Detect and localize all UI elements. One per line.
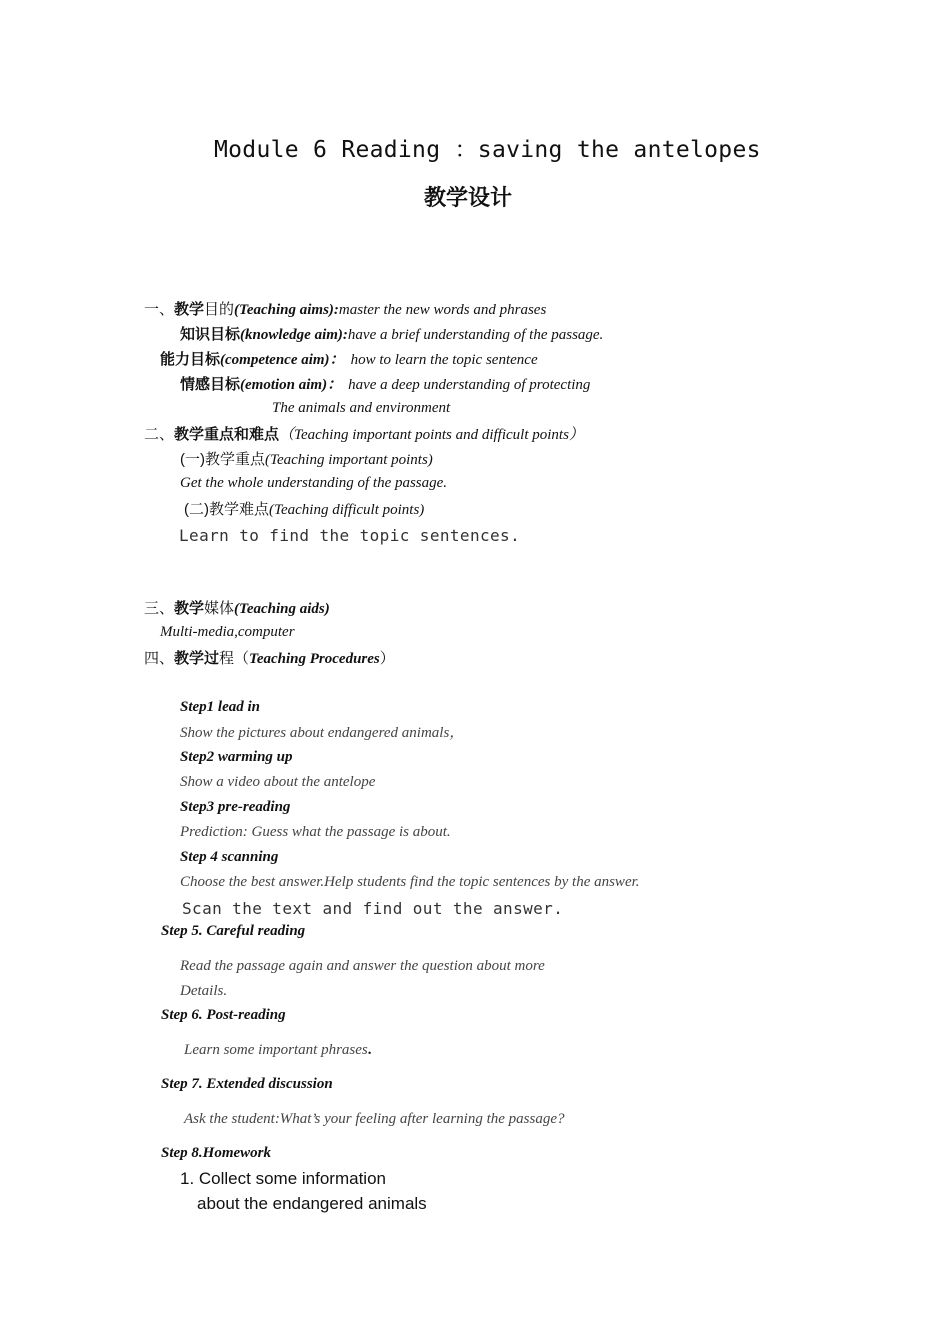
- section-number: 四、: [144, 650, 175, 667]
- step-4-text: Choose the best answer.Help students find the topic sentences by the answer.: [180, 874, 640, 890]
- heading-en: (Teaching aids): [234, 601, 330, 617]
- section-number: 二、: [144, 426, 175, 443]
- emotion-aim-cn: 情感目标: [180, 376, 241, 393]
- heading-en: Teaching Procedures: [249, 651, 380, 667]
- homework-item-1: 1. Collect some information: [180, 1169, 386, 1188]
- heading-cn-2: 媒体: [204, 600, 235, 617]
- teaching-aids-text: Multi-media,computer: [160, 624, 295, 640]
- heading-cn: 教学: [174, 301, 205, 318]
- difficult-points: [184, 502, 424, 518]
- step-4-heading: Step 4 scanning: [180, 849, 279, 865]
- step-2-text: Show a video about the antelope: [180, 774, 376, 790]
- difficult-points-cn: (二)教学难点: [184, 501, 269, 518]
- emotion-aim-text: have a deep understanding of protecting: [348, 377, 591, 393]
- step-3-heading: Step3 pre-reading: [180, 799, 291, 815]
- emotion-aim-en: (emotion aim)：: [240, 377, 343, 393]
- heading-cn-2: 目的: [204, 301, 235, 318]
- step-6-text: [184, 1043, 372, 1058]
- heading-text: master the new words and phrases: [338, 302, 547, 318]
- difficult-points-text: Learn to find the topic sentences.: [179, 526, 521, 545]
- step-5-heading: Step 5. Careful reading: [161, 923, 306, 939]
- knowledge-aim-en: (knowledge aim):: [240, 327, 348, 343]
- competence-aim-text: how to learn the topic sentence: [350, 352, 538, 368]
- section-4-heading: [144, 651, 395, 667]
- heading-en: (Teaching aims):: [234, 302, 339, 318]
- section-1-heading: [144, 302, 546, 318]
- step-1-text: Show the pictures about endangered animals，: [180, 725, 465, 741]
- important-points-en: (Teaching important points): [265, 452, 433, 468]
- step-7-text: Ask the student:What’s your feeling after learning the passage?: [184, 1111, 565, 1127]
- important-points: [180, 452, 433, 468]
- knowledge-aim: [180, 327, 603, 343]
- heading-cn: 教学重点和难点: [174, 426, 280, 443]
- competence-aim: [160, 352, 538, 368]
- heading-en: （Teaching important points and difficult points）: [279, 427, 584, 443]
- step-3-text: Prediction: Guess what the passage is about.: [180, 824, 451, 840]
- section-number: 三、: [144, 600, 175, 617]
- step-5-text-2: Details.: [180, 983, 228, 999]
- competence-aim-cn: 能力目标: [160, 351, 221, 368]
- important-points-cn: (一)教学重点: [180, 451, 265, 468]
- step-1-heading: Step1 lead in: [180, 699, 261, 715]
- step-6-heading: Step 6. Post-reading: [161, 1007, 286, 1023]
- step-5-text: Read the passage again and answer the question about more: [180, 958, 545, 974]
- step-2-heading: Step2 warming up: [180, 749, 293, 765]
- step-4-text-2: Scan the text and find out the answer.: [182, 899, 564, 918]
- competence-aim-en: (competence aim)：: [220, 352, 345, 368]
- important-points-text: Get the whole understanding of the passage.: [180, 475, 448, 491]
- heading-cn: 教学: [174, 600, 205, 617]
- page-subtitle: 教学设计: [424, 185, 513, 210]
- section-2-heading: [144, 427, 584, 443]
- emotion-aim-text-2: The animals and environment: [272, 400, 451, 416]
- homework-item-1-cont: about the endangered animals: [197, 1194, 427, 1213]
- knowledge-aim-cn: 知识目标: [180, 326, 241, 343]
- step-7-heading: Step 7. Extended discussion: [161, 1076, 333, 1092]
- heading-close: ）: [379, 650, 395, 667]
- section-3-heading: [144, 601, 330, 617]
- difficult-points-en: (Teaching difficult points): [269, 502, 425, 518]
- emotion-aim: [180, 377, 590, 393]
- step-8-heading: Step 8.Homework: [161, 1145, 272, 1161]
- heading-cn-2: 程（: [219, 650, 250, 667]
- section-number: 一、: [144, 301, 175, 318]
- step-6-text-body: Learn some important phrases: [184, 1042, 368, 1058]
- step-6-text-period: .: [367, 1042, 372, 1058]
- page-title: Module 6 Reading ：saving the antelopes: [214, 137, 761, 163]
- knowledge-aim-text: have a brief understanding of the passage.: [347, 327, 604, 343]
- heading-cn: 教学过: [174, 650, 220, 667]
